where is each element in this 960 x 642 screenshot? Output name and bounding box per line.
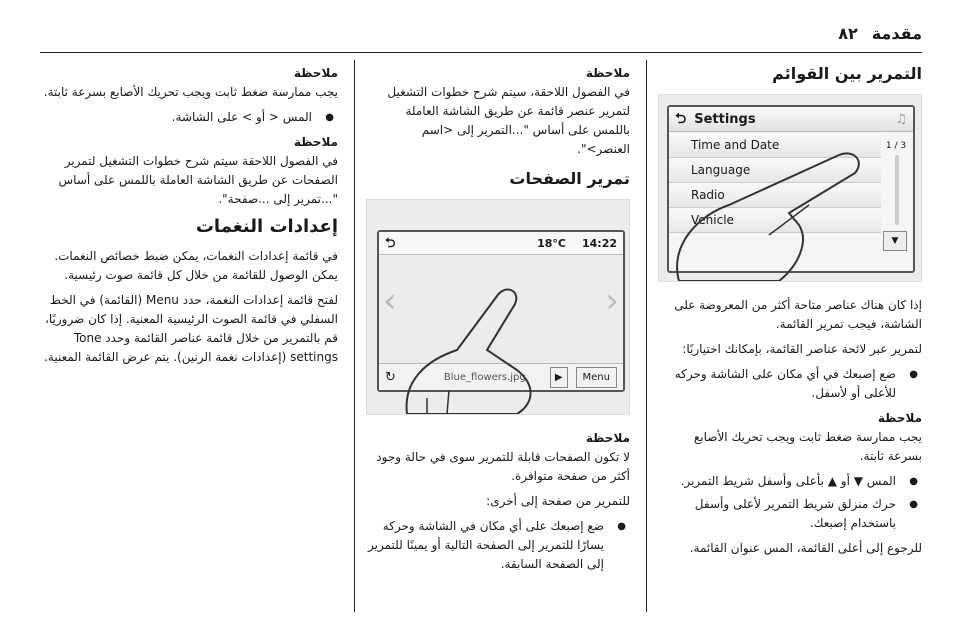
- settings-figure: [658, 94, 922, 282]
- music-icon: ♫: [895, 111, 907, 127]
- hand-swipe-icon: [367, 200, 629, 414]
- paragraph-scroll-intro: إذا كان هناك عناصر متاحة أكثر من المعروضة على الشاشة، فيجب تمرير القائمة.: [674, 298, 922, 331]
- section-heading-tone-settings: إعدادات النغمات: [195, 216, 338, 237]
- paragraph-return-top: للرجوع إلى أعلى القائمة، المس عنوان القائمة.: [689, 541, 922, 555]
- repeat-icon[interactable]: ↻: [385, 369, 396, 385]
- menu-button[interactable]: Menu: [576, 367, 617, 388]
- note-text: يجب ممارسة ضغط ثابت ويجب تحريك الأصابع بسرعة ثابتة.: [43, 85, 338, 99]
- play-icon[interactable]: ▶: [550, 367, 568, 388]
- note-text: في الفصول اللاحقة سيتم شرح خطوات التشغيل لتمرير الصفحات عن طريق الشاشة العاملة باللمس على أساس "...تمرير إلى ...صفحة".: [58, 154, 338, 206]
- paragraph-scroll-options: لتمرير عبر لائحة عناصر القائمة، بإمكانك اختياريًا:: [682, 342, 922, 356]
- menu-item-language[interactable]: Language: [669, 158, 881, 183]
- section-heading-page-scroll: تمرير الصفحات: [509, 169, 630, 188]
- photo-filename: Blue_flowers.jpg: [443, 371, 526, 383]
- menu-item-radio[interactable]: Radio: [669, 183, 881, 208]
- note-text: في الفصول اللاحقة، سيتم شرح خطوات التشغيل لتمرير عنصر قائمة عن طريق الشاشة العاملة باللمس على أساس "...التمرير إلى <اسم العنصر>".: [387, 85, 630, 156]
- note-text: لا تكون الصفحات قابلة للتمرير سوى في حالة وجود أكثر من صفحة متوافرة.: [376, 450, 630, 483]
- bullet-swipe-pages: ● ضع إصبعك على أي مكان في الشاشة وحركه يسارًا للتمرير إلى الصفحة التالية أو يمينًا للتمرير إلى الصفحة السابقة.: [368, 517, 630, 574]
- menu-item-time-date[interactable]: Time and Date: [669, 133, 881, 158]
- note-title: ملاحظة: [585, 431, 630, 445]
- back-icon[interactable]: ⮌: [675, 110, 687, 127]
- page-number: ٨٢: [838, 24, 858, 43]
- bullet-touch-arrows: ● المس < أو > على الشاشة.: [42, 108, 338, 127]
- note-title: ملاحظة: [877, 411, 922, 425]
- bullet-finger-scroll: ● ضع إصبعك في أي مكان على الشاشة وحركه للأعلى أو لأسفل.: [660, 365, 922, 403]
- paragraph-tone-open: لفتح قائمة إعدادات النغمة، حدد Menu (القائمة) في الخط السفلي في قائمة الصوت الرئيسية المعنية. إذا كان ضروريًا، قم بالتمرير من خلال قائمة عناصر القائمة وحدد Tone settings (إعدادات نغمة الرنين). يتم عرض القائمة المعنية.: [44, 293, 338, 364]
- column-tone-settings: [42, 62, 338, 373]
- menu-item-vehicle[interactable]: Vehicle: [669, 208, 881, 233]
- hand-pointing-icon: [659, 95, 921, 281]
- next-page-icon[interactable]: ›: [605, 281, 619, 321]
- column-scrolling-menus: [660, 62, 922, 564]
- note-title: ملاحظة: [585, 66, 630, 80]
- settings-title[interactable]: Settings: [694, 111, 756, 127]
- paragraph-page-scroll: للتمرير من صفحة إلى أخرى:: [486, 494, 630, 508]
- bullet-scroll-slider: ● حرك منزلق شريط التمرير لأعلى وأسفل باستخدام إصبعك.: [660, 495, 922, 533]
- temperature-readout: 18°C: [537, 236, 566, 250]
- page-indicator: 1 / 3: [885, 141, 907, 151]
- note-title: ملاحظة: [293, 135, 338, 149]
- note-title: ملاحظة: [293, 66, 338, 80]
- section-heading-scroll-menus: التمرير بين القوائم: [772, 64, 922, 83]
- note-text: يجب ممارسة ضغط ثابت ويجب تحريك الأصابع بسرعة ثابتة.: [693, 430, 922, 463]
- column-divider-1: [646, 60, 647, 612]
- photo-viewer-figure: [366, 199, 630, 415]
- column-divider-2: [354, 60, 355, 612]
- previous-page-icon[interactable]: ‹: [383, 281, 397, 321]
- paragraph-tone-intro: في قائمة إعدادات النغمات، يمكن ضبط خصائص النغمات. يمكن الوصول للقائمة من خلال كل قائمة صوت رئيسية.: [54, 249, 338, 282]
- header-divider: [40, 52, 922, 53]
- back-icon[interactable]: ⮌: [385, 235, 396, 251]
- page-header: [838, 24, 922, 43]
- page-title: مقدمة: [871, 24, 922, 43]
- clock-readout: 14:22: [581, 236, 617, 250]
- scroll-down-button[interactable]: ▼: [883, 231, 907, 251]
- column-page-scrolling: [368, 62, 630, 580]
- bullet-scroll-arrows: ● المس ▼ أو ▲ بأعلى وأسفل شريط التمرير.: [660, 472, 922, 491]
